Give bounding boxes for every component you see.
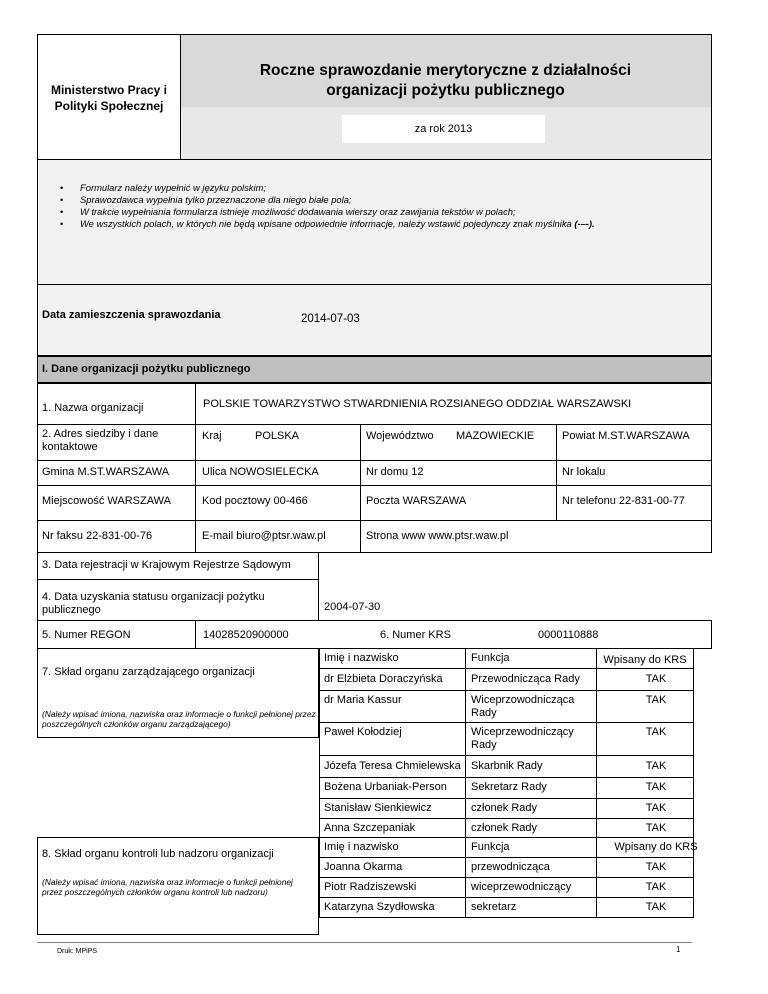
footer-print-mark: Druk: MPiPS — [57, 948, 98, 955]
table-row-name[interactable]: Katarzyna Szydłowska — [324, 901, 435, 913]
report-date-value[interactable]: 2014-07-03 — [301, 313, 360, 325]
city-field[interactable]: Miejscowość WARSZAWA — [42, 495, 171, 507]
email-field[interactable]: E-mail biuro@ptsr.waw.pl — [202, 530, 326, 542]
board-header-role: Funkcja — [471, 652, 510, 664]
table-row-role[interactable]: sekretarz — [471, 901, 517, 913]
table-row-name[interactable]: dr Maria Kassur — [324, 694, 402, 706]
table-row-krs[interactable]: TAK — [645, 861, 667, 873]
org-name-label: 1. Nazwa organizacji — [42, 402, 144, 414]
table-row-name[interactable]: Stanisław Sienkiewicz — [324, 802, 432, 814]
table-row-krs[interactable]: TAK — [645, 901, 667, 913]
board-header-name: Imię i nazwisko — [324, 652, 399, 664]
table-row-name[interactable]: Paweł Kołodziej — [324, 726, 402, 738]
org-name-value[interactable]: POLSKIE TOWARZYSTWO STWARDNIENIA ROZSIANEGO ODDZIAŁ WARSZAWSKI — [203, 398, 632, 410]
control-note: (Należy wpisać imiona, nazwiska oraz informacje o funkcji pełnionej przez poszczególnych członków organu kontroli lub nadzoru) — [42, 877, 293, 897]
board-label: 7. Skład organu zarządzającego organizacji — [42, 666, 255, 678]
table-row-role[interactable]: Przewodnicząca Rady — [471, 673, 580, 685]
house-number-field[interactable]: Nr domu 12 — [366, 466, 424, 478]
table-row-role[interactable]: Wiceprzewodniczący Rady — [471, 726, 574, 751]
footer-divider — [37, 942, 692, 943]
table-row-krs[interactable]: TAK — [645, 881, 667, 893]
dash-sign: (-–-). — [574, 218, 595, 229]
instruction-item: • We wszystkich polach, w których nie będą wpisane odpowiednie informacje, należy wstawić pojedynczy znak myślnika (-–-). — [38, 218, 710, 230]
phone-field[interactable]: Nr telefonu 22-831-00-77 — [562, 495, 685, 507]
instruction-item: • Formularz należy wypełnić w języku polskim; — [38, 182, 710, 194]
control-header-role: Funkcja — [471, 841, 510, 853]
krs-number-label: 6. Numer KRS — [380, 629, 451, 641]
postal-code-field[interactable]: Kod pocztowy 00-466 — [202, 495, 308, 507]
table-row-krs[interactable]: TAK — [645, 673, 667, 685]
board-header-krs: Wpisany do KRS — [603, 654, 687, 666]
regon-value[interactable]: 14028520900000 — [203, 629, 289, 641]
table-row-name[interactable]: Bożena Urbaniak-Person — [324, 781, 447, 793]
municipality-field[interactable]: Gmina M.ST.WARSZAWA — [42, 466, 170, 478]
table-row-krs[interactable]: TAK — [645, 802, 667, 814]
year-label: za rok 2013 — [414, 123, 473, 135]
table-row-role[interactable]: Wiceprzowodnicząca Rady — [471, 694, 575, 719]
fax-field[interactable]: Nr faksu 22-831-00-76 — [42, 530, 153, 542]
table-row-role[interactable]: członek Rady — [471, 802, 538, 814]
table-row-role[interactable]: członek Rady — [471, 822, 538, 834]
table-row-krs[interactable]: TAK — [645, 694, 667, 706]
opp-status-label: 4. Data uzyskania statusu organizacji pożytku publicznego — [42, 591, 265, 616]
voivodeship-value[interactable]: MAZOWIECKIE — [456, 430, 535, 442]
website-field[interactable]: Strona www www.ptsr.waw.pl — [366, 530, 509, 542]
control-header-krs: Wpisany do KRS — [614, 841, 698, 853]
table-row-name[interactable]: Joanna Okarma — [324, 861, 403, 873]
voivodeship-label: Województwo — [366, 430, 434, 442]
form-title-line1: Roczne sprawozdanie merytoryczne z działalności — [259, 62, 632, 79]
address-label: 2. Adres siedziby i dane kontaktowe — [42, 428, 159, 453]
krs-registration-label: 3. Data rejestracji w Krajowym Rejestrze Sądowym — [42, 559, 291, 571]
table-row-krs[interactable]: TAK — [645, 760, 667, 772]
country-value[interactable]: POLSKA — [255, 430, 300, 442]
table-row-krs[interactable]: TAK — [645, 822, 667, 834]
krs-number-value[interactable]: 0000110888 — [538, 629, 599, 641]
table-row-role[interactable]: Sekretarz Rady — [471, 781, 547, 793]
table-row-name[interactable]: Piotr Radziszewski — [324, 881, 417, 893]
control-label: 8. Skład organu kontroli lub nadzoru organizacji — [42, 848, 274, 860]
instructions-list — [38, 182, 710, 230]
control-header-name: Imię i nazwisko — [324, 841, 399, 853]
table-row-krs[interactable]: TAK — [645, 726, 667, 738]
apartment-number-field[interactable]: Nr lokalu — [562, 466, 606, 478]
report-date-label: Data zamieszczenia sprawozdania — [42, 309, 221, 321]
table-row-role[interactable]: przewodnicząca — [471, 861, 550, 873]
post-office-field[interactable]: Poczta WARSZAWA — [366, 495, 467, 507]
section1-title: I. Dane organizacji pożytku publicznego — [42, 363, 251, 375]
regon-krs-row — [37, 620, 712, 649]
table-row-name[interactable]: dr Elżbieta Doraczyńska — [324, 673, 443, 685]
table-row-krs[interactable]: TAK — [645, 781, 667, 793]
form-title-line2: organizacji pożytku publicznego — [326, 82, 565, 99]
ministry-name: Ministerstwo Pracy i Polityki Społecznej — [50, 83, 168, 113]
county-field[interactable]: Powiat M.ST.WARSZAWA — [562, 430, 690, 442]
table-row-name[interactable]: Anna Szczepaniak — [324, 822, 416, 834]
page-number: 1 — [676, 945, 681, 954]
regon-label: 5. Numer REGON — [42, 629, 131, 641]
country-label: Kraj — [202, 430, 222, 442]
table-row-name[interactable]: Józefa Teresa Chmielewska — [324, 760, 461, 772]
street-field[interactable]: Ulica NOWOSIELECKA — [202, 466, 319, 478]
board-note: (Należy wpisać imiona, nazwiska oraz informacje o funkcji pełnionej przez poszczególnych członków organu zarządzającego) — [42, 709, 316, 729]
instruction-item: • Sprawozdawca wypełnia tylko przeznaczone dla niego białe pola; — [38, 194, 710, 206]
table-row-role[interactable]: wiceprzewodniczący — [471, 881, 572, 893]
table-row-role[interactable]: Skarbnik Rady — [471, 760, 543, 772]
opp-status-value[interactable]: 2004-07-30 — [324, 601, 381, 613]
instruction-item: • W trakcie wypełniania formularza istnieje możliwość dodawania wierszy oraz zawijania tekstów w polach; — [38, 206, 710, 218]
